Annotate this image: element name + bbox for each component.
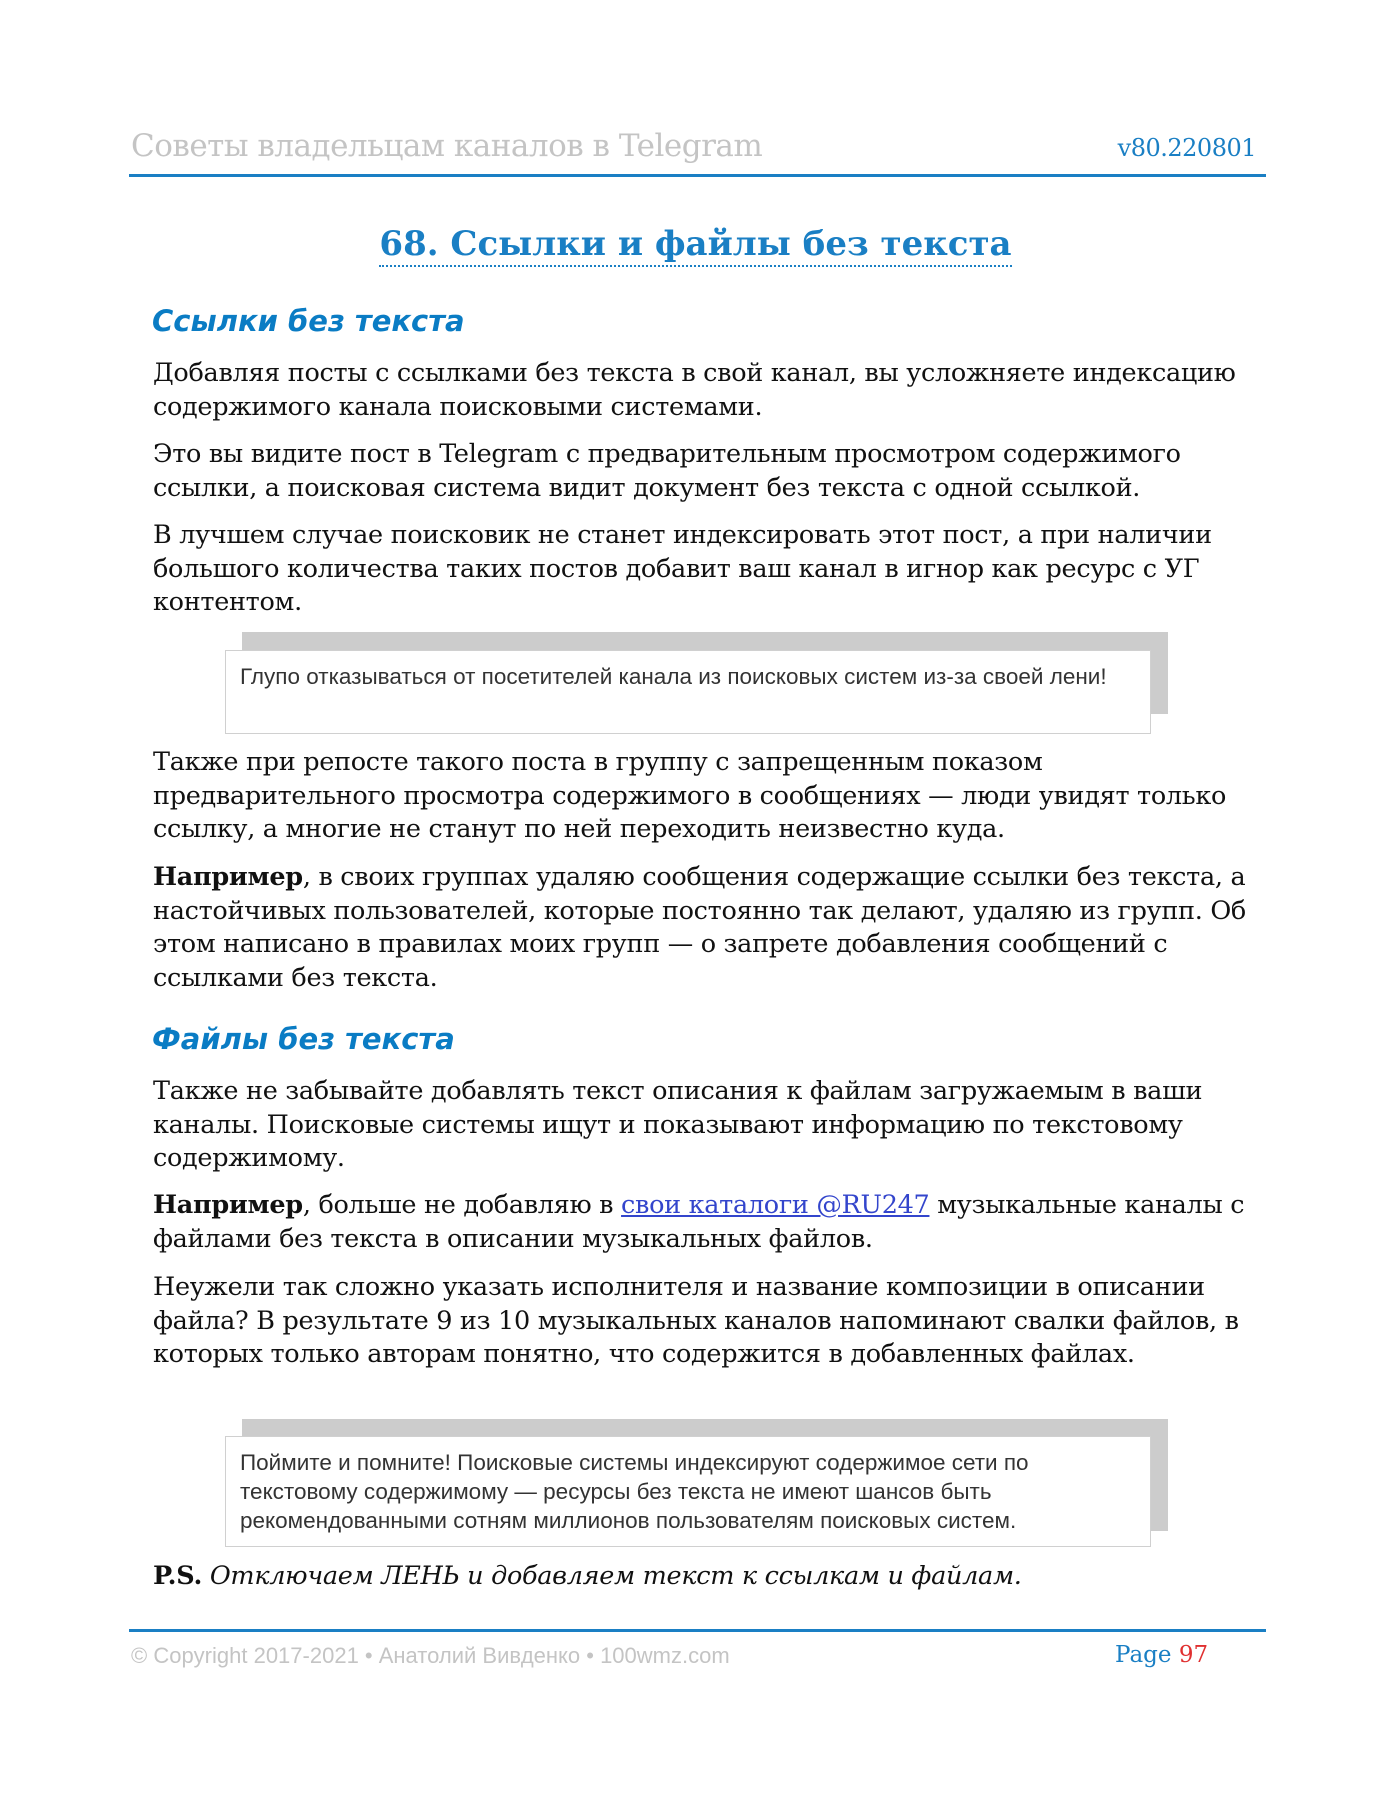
paragraph [153, 861, 1273, 995]
paragraph: Также при репосте такого поста в группу с запрещенным показом предварительного просмотра содержимого в сообщениях — люди увидят только ссылку, а многие не станут по ней переходить неизвестно куда. [153, 747, 1227, 844]
page-number [1115, 1642, 1208, 1668]
paragraph: Также не забывайте добавлять текст описания к файлам загружаемым в ваши каналы. Поисковые системы ищут и показывают информацию по текстовому содержимому. [153, 1076, 1203, 1173]
section-heading: Ссылки без текста [152, 304, 465, 338]
paragraph-text: , в своих группах удаляю сообщения содержащие ссылки без текста, а настойчивых пользователей, которые постоянно так делают, удаляю из групп. Об этом написано в правилах моих групп — о запрете добавления сообщений с ссылками без текста. [153, 862, 1246, 993]
bold-lead: Например [153, 1190, 303, 1220]
bold-lead: Например [153, 862, 303, 892]
paragraph: Добавляя посты с ссылками без текста в свой канал, вы усложняете индексацию содержимого канала поисковыми системами. [153, 358, 1236, 422]
callout-quote: Поймите и помните! Поисковые системы индексируют содержимое сети по текстовому содержимому — ресурсы без текста не имеют шансов быть рекомендованными сотням миллионов пользователям поисковых систем. [225, 1436, 1151, 1547]
paragraph [153, 1189, 1273, 1256]
page-label: Page [1115, 1642, 1172, 1668]
book-title: Советы владельцам каналов в Telegram [131, 128, 763, 164]
paragraph: В лучшем случае поисковик не станет индексировать этот пост, а при наличии большого количества таких постов добавит ваш канал в игнор как ресурс с УГ контентом. [153, 520, 1212, 617]
header-divider [129, 174, 1266, 177]
paragraph-text: музыкальные каналы с файлами без текста в описании музыкальных файлов. [153, 1190, 1245, 1254]
page-number-value: 97 [1178, 1642, 1209, 1668]
catalog-link[interactable]: свои каталоги @RU247 [621, 1190, 930, 1220]
postscript [153, 1560, 1273, 1594]
paragraph: Неужели так сложно указать исполнителя и название композиции в описании файла? В результате 9 из 10 музыкальных каналов напоминают свалки файлов, в которых только авторам понятно, что содержится в добавленных файлах. [153, 1272, 1239, 1369]
paragraph: Это вы видите пост в Telegram с предварительным просмотром содержимого ссылки, а поисковая система видит документ без текста с одной ссылкой. [153, 439, 1181, 503]
footer-divider [129, 1629, 1266, 1632]
chapter-title [0, 224, 1391, 264]
paragraph-text: , больше не добавляю в [302, 1190, 622, 1220]
chapter-title-text: 68. Ссылки и файлы без текста [379, 224, 1011, 267]
ps-label: P.S. [153, 1561, 203, 1591]
callout-quote: Глупо отказываться от посетителей канала из поисковых систем из-за своей лени! [225, 650, 1151, 734]
copyright: © Copyright 2017-2021 • Анатолий Вивденко • 100wmz.com [131, 1643, 730, 1668]
version-label: v80.220801 [1117, 134, 1256, 162]
section-heading: Файлы без текста [152, 1022, 455, 1056]
ps-text: Отключаем ЛЕНЬ и добавляем текст к ссылкам и файлам. [209, 1561, 1022, 1591]
